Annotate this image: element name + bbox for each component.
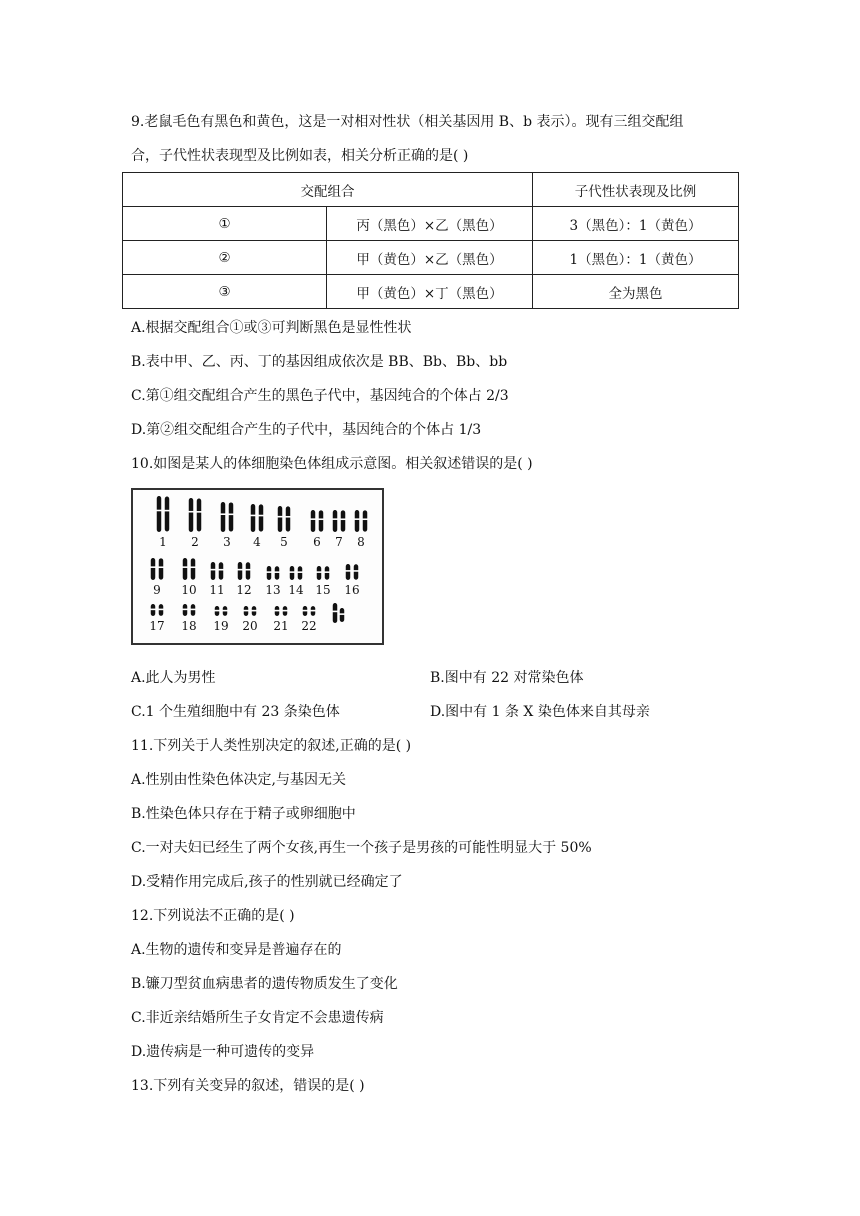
q11-option-c: C.一对夫妇已经生了两个女孩,再生一个孩子是男孩的可能性明显大于 50% — [131, 840, 592, 856]
chromosome — [221, 502, 226, 532]
q9-stem-line1: 9.老鼠毛色有黑色和黄色，这是一对相对性状（相关基因用 B、b 表示）。现有三组交配组 — [131, 114, 684, 130]
q13-stem: 13.下列有关变异的叙述，错误的是( ) — [131, 1078, 365, 1094]
row-cross: 甲（黄色）×丁（黑色） — [327, 275, 533, 309]
chromosome — [298, 566, 303, 580]
karyotype-label: 10 — [181, 583, 197, 597]
q12-stem: 12.下列说法不正确的是( ) — [131, 908, 295, 924]
q10-option-b: B.图中有 22 对常染色体 — [430, 670, 584, 686]
header-cross-group: 交配组合 — [123, 173, 533, 207]
q9-option-b: B.表中甲、乙、丙、丁的基因组成依次是 BB、Bb、Bb、bb — [131, 354, 508, 370]
q11-option-b: B.性染色体只存在于精子或卵细胞中 — [131, 806, 356, 822]
row-result: 3（黑色）：1（黄色） — [533, 207, 739, 241]
q11-option-d: D.受精作用完成后,孩子的性别就已经确定了 — [131, 874, 403, 890]
row-id: ② — [123, 241, 327, 275]
chromosome — [311, 510, 316, 532]
chromosome — [183, 558, 188, 580]
chromosome — [278, 506, 283, 532]
karyotype-image — [133, 490, 382, 643]
chromosome — [238, 562, 243, 580]
karyotype-label: 4 — [253, 535, 261, 549]
karyotype-label: 9 — [153, 583, 161, 597]
q11-option-a: A.性别由性染色体决定,与基因无关 — [131, 772, 347, 788]
q12-option-b: B.镰刀型贫血病患者的遗传物质发生了变化 — [131, 976, 398, 992]
row-cross: 丙（黑色）×乙（黑色） — [327, 207, 533, 241]
table-row — [123, 207, 739, 241]
chromosome — [259, 504, 264, 531]
chromosome — [189, 498, 194, 532]
karyotype-label: 16 — [344, 583, 360, 597]
karyotype-label: 13 — [265, 583, 281, 597]
chromosome — [354, 564, 359, 580]
chromosome — [197, 499, 202, 532]
chromosome — [363, 510, 368, 531]
q9-cross-table — [122, 172, 739, 309]
karyotype-label: 8 — [357, 535, 365, 549]
q11-stem: 11.下列关于人类性别决定的叙述,正确的是( ) — [131, 738, 412, 754]
chromosome — [251, 504, 256, 532]
chromosome — [319, 510, 324, 531]
chromosome — [159, 558, 164, 579]
chromosome — [346, 564, 351, 580]
q9-option-a: A.根据交配组合①或③可判断黑色是显性性状 — [131, 320, 412, 336]
karyotype-label: 17 — [149, 619, 165, 633]
table-row — [123, 241, 739, 275]
table-header-row — [123, 173, 739, 207]
header-offspring-result: 子代性状表现及比例 — [533, 173, 739, 207]
karyotype-label: 6 — [313, 535, 321, 549]
karyotype-label: 20 — [242, 619, 258, 633]
chromosome — [229, 502, 234, 531]
q9-option-c: C.第①组交配组合产生的黑色子代中，基因纯合的个体占 2/3 — [131, 388, 509, 404]
karyotype-label: 15 — [315, 583, 331, 597]
karyotype-label: 7 — [335, 535, 343, 549]
row-cross: 甲（黄色）×乙（黑色） — [327, 241, 533, 275]
q12-option-a: A.生物的遗传和变异是普遍存在的 — [131, 942, 342, 958]
chromosome — [317, 566, 322, 580]
chromosome — [246, 562, 251, 579]
chromosome — [211, 562, 216, 580]
row-result: 1（黑色）：1（黄色） — [533, 241, 739, 275]
karyotype-label: 3 — [223, 535, 231, 549]
chromosome — [333, 510, 338, 532]
chromosome — [340, 608, 345, 622]
row-result: 全为黑色 — [533, 275, 739, 309]
chromosome — [219, 562, 224, 579]
chromosome — [341, 510, 346, 531]
chromosome — [333, 603, 338, 623]
karyotype-label: 11 — [209, 583, 225, 597]
chromosome — [286, 506, 291, 531]
chromosome — [290, 566, 295, 580]
q10-option-d: D.图中有 1 条 X 染色体来自其母亲 — [430, 704, 650, 720]
q9-option-d: D.第②组交配组合产生的子代中，基因纯合的个体占 1/3 — [131, 422, 482, 438]
chromosome — [151, 558, 156, 580]
karyotype-label: 14 — [288, 583, 304, 597]
row-id: ③ — [123, 275, 327, 309]
q10-stem: 10.如图是某人的体细胞染色体组成示意图。相关叙述错误的是( ) — [131, 456, 533, 472]
karyotype-label: 19 — [213, 619, 229, 633]
chromosome — [191, 558, 196, 579]
karyotype-figure — [131, 488, 384, 645]
q12-option-c: C.非近亲结婚所生子女肯定不会患遗传病 — [131, 1010, 384, 1026]
karyotype-label: 5 — [280, 535, 288, 549]
karyotype-label: 12 — [236, 583, 252, 597]
karyotype-label: 21 — [273, 619, 289, 633]
chromosome — [157, 496, 162, 532]
chromosome — [325, 566, 330, 580]
chromosome — [355, 510, 360, 532]
karyotype-label: 2 — [191, 535, 199, 549]
karyotype-label: 1 — [159, 535, 167, 549]
karyotype-label: 22 — [301, 619, 317, 633]
q9-stem-line2: 合，子代性状表现型及比例如表，相关分析正确的是( ) — [131, 148, 469, 164]
table-row — [123, 275, 739, 309]
row-id: ① — [123, 207, 327, 241]
chromosome — [275, 566, 280, 580]
chromosome — [165, 497, 170, 532]
q12-option-d: D.遗传病是一种可遗传的变异 — [131, 1044, 315, 1060]
chromosome — [267, 566, 272, 580]
q10-option-a: A.此人为男性 — [131, 670, 216, 686]
q10-option-c: C.1 个生殖细胞中有 23 条染色体 — [131, 704, 340, 720]
karyotype-label: 18 — [181, 619, 197, 633]
